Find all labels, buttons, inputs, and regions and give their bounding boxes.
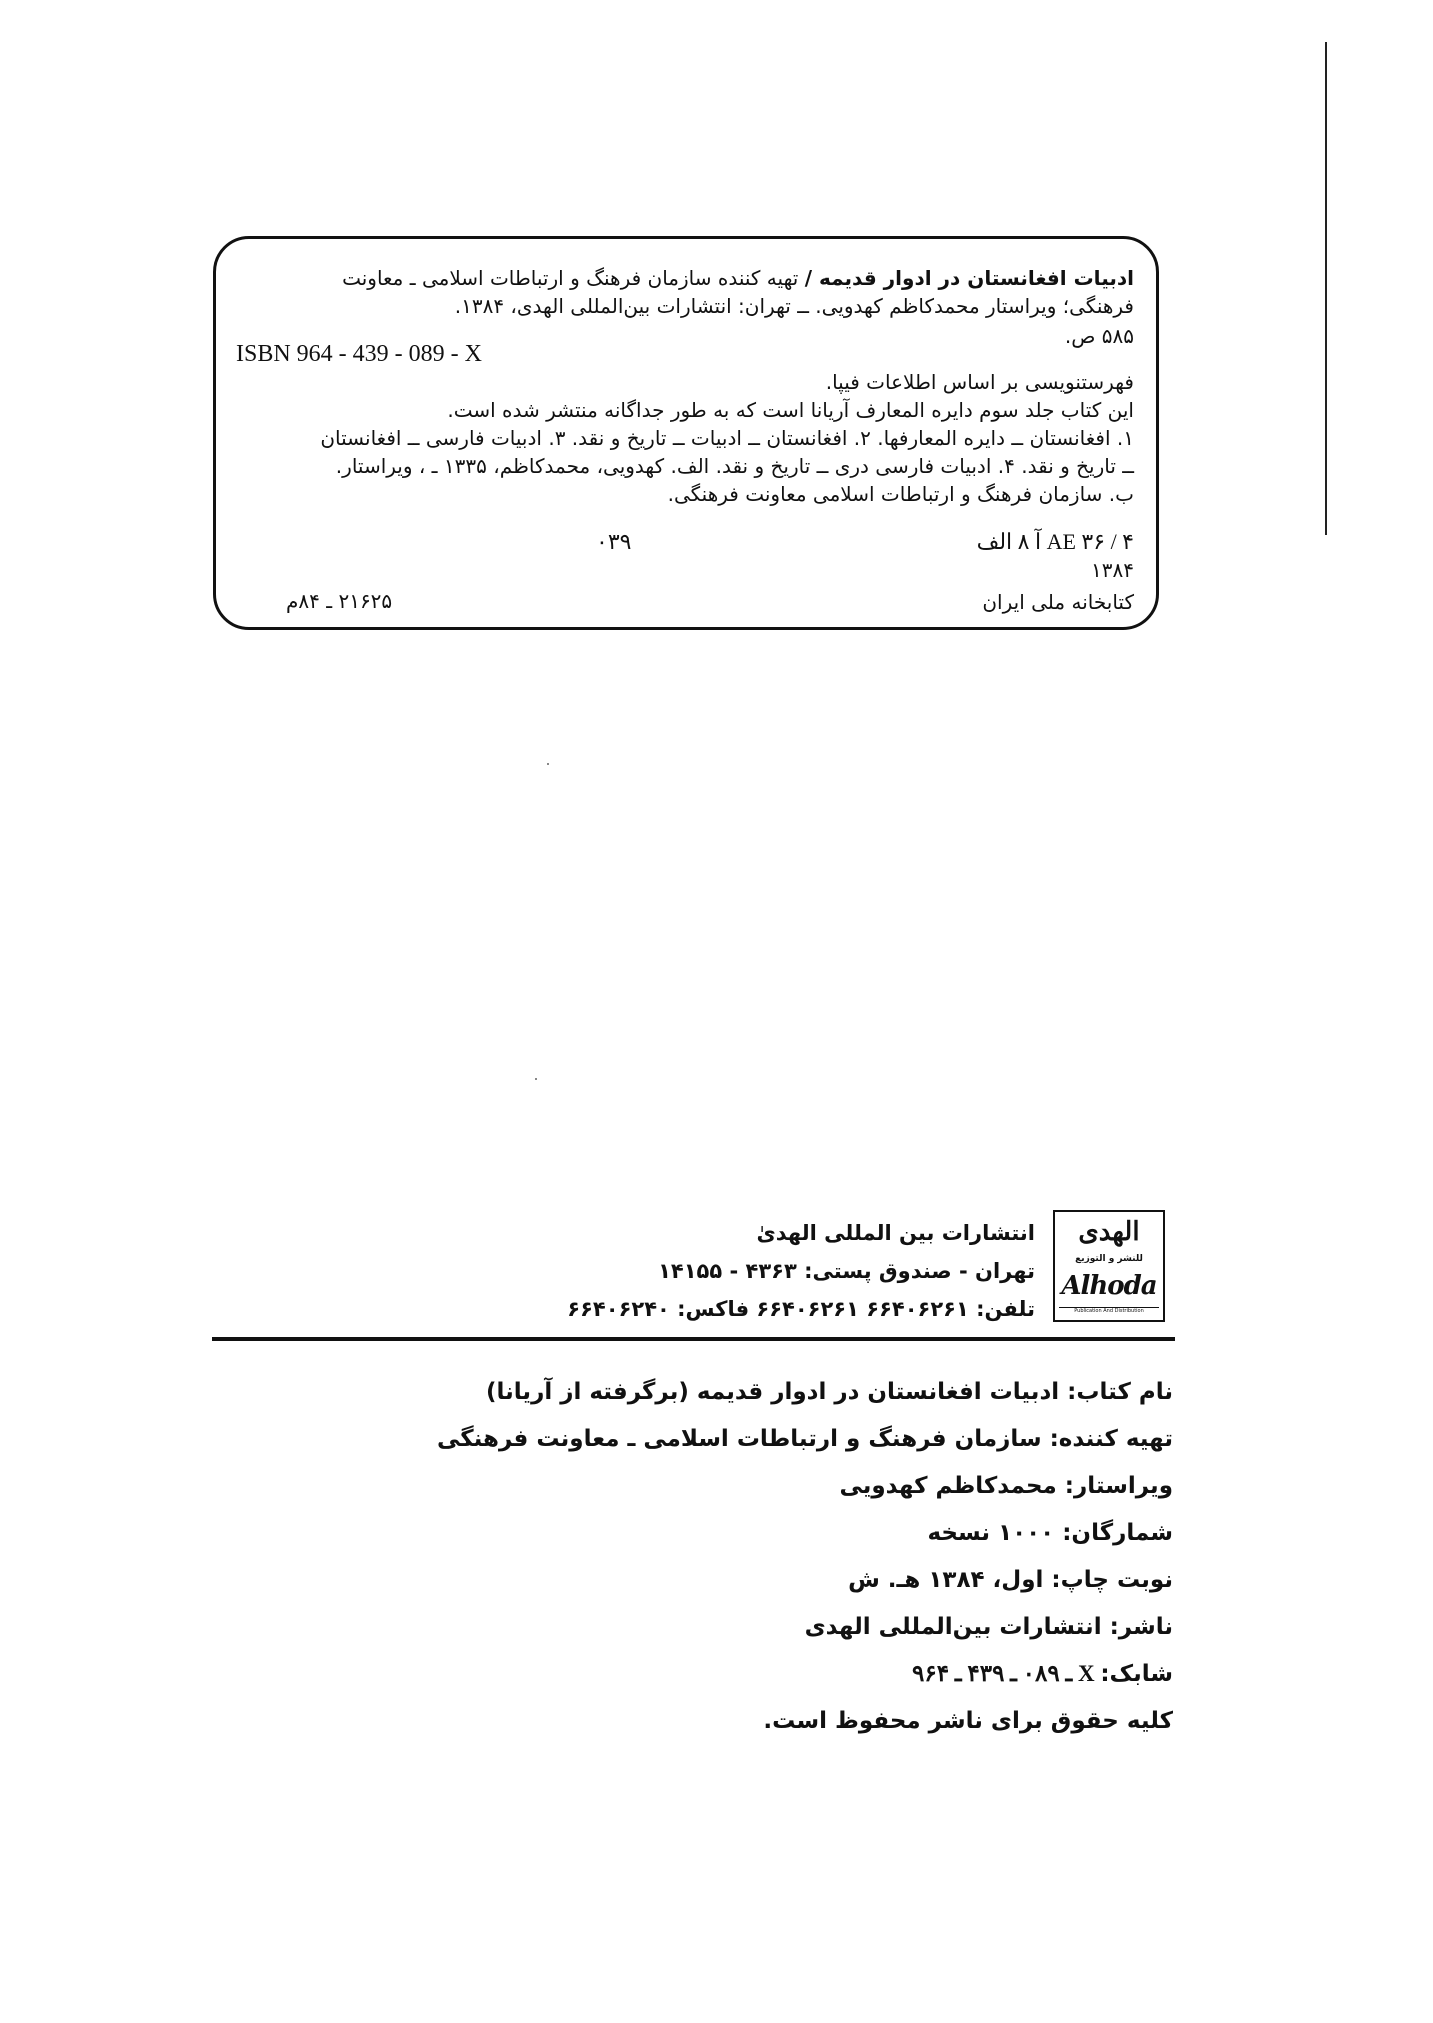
- publisher-phone: تلفن: ۶۶۴۰۶۲۶۱ ۶۶۴۰۶۲۶۱ فاکس: ۶۶۴۰۶۲۴۰: [567, 1297, 1035, 1321]
- cip-isbn: ISBN 964 - 439 - 089 - X: [236, 341, 482, 367]
- cip-lc-classification: AE ۳۶ / ۴ آ ۸ الف: [976, 529, 1134, 554]
- imprint-label: ناشر:: [1109, 1614, 1173, 1640]
- imprint-value: سازمان فرهنگ و ارتباطات اسلامی ـ معاونت فرهنگی: [436, 1426, 1050, 1452]
- cataloging-in-publication-box: [213, 236, 1159, 630]
- logo-subtitle: للنشر و التوزيع: [1075, 1254, 1143, 1265]
- imprint-value: ادبیات افغانستان در ادوار قدیمه (برگرفته از آریانا): [486, 1379, 1068, 1405]
- cip-subjects-2: ــ تاریخ و نقد. ۴. ادبیات فارسی دری ــ تاریخ و نقد. الف. کهدویی، محمدکاظم، ۱۳۳۵ ـ ، ویراستار.: [335, 454, 1134, 478]
- publisher-name: انتشارات بین المللی الهدیٰ: [756, 1221, 1035, 1245]
- logo-arabic-text: الهدی: [1078, 1217, 1140, 1247]
- cip-editor-line: فرهنگی؛ ویراستار محمدکاظم کهدویی. ــ تهران: انتشارات بین‌المللی الهدی، ۱۳۸۴.: [454, 294, 1134, 318]
- cip-subjects-3: ب. سازمان فرهنگ و ارتباطات اسلامی معاونت فرهنگی.: [667, 482, 1134, 506]
- imprint-label: شابک:: [1100, 1661, 1173, 1687]
- section-divider: [212, 1337, 1175, 1341]
- imprint-label: ویراستار:: [1064, 1473, 1173, 1499]
- imprint-book-title: [437, 1372, 1173, 1419]
- cip-year: ۱۳۸۴: [1091, 558, 1134, 582]
- imprint-publisher: [437, 1607, 1173, 1654]
- scan-speck: [535, 1078, 537, 1080]
- imprint-edition: [437, 1560, 1173, 1607]
- logo-footer: Publication And Distribution: [1059, 1307, 1159, 1314]
- imprint-label: نام کتاب:: [1067, 1379, 1173, 1405]
- imprint-value: انتشارات بین‌المللی الهدی: [804, 1614, 1110, 1640]
- publisher-logo: [1053, 1210, 1165, 1322]
- cip-title: ادبیات افغانستان در ادوار قدیمه /: [804, 266, 1134, 290]
- imprint-editor: [437, 1466, 1173, 1513]
- cip-subjects-1: ۱. افغانستان ــ دایره المعارفها. ۲. افغانستان ــ ادبیات ــ تاریخ و نقد. ۳. ادبیات فارسی ــ افغانستان: [320, 426, 1134, 450]
- cip-note-fipa: فهرستنویسی بر اساس اطلاعات فیپا.: [825, 370, 1134, 394]
- cip-library: کتابخانه ملی ایران: [982, 590, 1134, 614]
- imprint-label: شمارگان:: [1062, 1520, 1173, 1546]
- cip-pages: ۵۸۵ ص.: [1064, 324, 1134, 348]
- scan-speck: [547, 763, 549, 765]
- imprint-label: تهیه کننده:: [1049, 1426, 1173, 1452]
- logo-latin-text: Alhoda: [1061, 1270, 1157, 1301]
- cip-ddc-classification: ۰۳۹: [596, 529, 632, 554]
- cip-note-volume: این کتاب جلد سوم دایره المعارف آریانا است که به طور جداگانه منتشر شده است.: [447, 398, 1134, 422]
- publisher-contact: [567, 1214, 1035, 1328]
- page-edge-line: [1325, 42, 1327, 535]
- imprint-details: [437, 1372, 1173, 1748]
- imprint-value: اول، ۱۳۸۴ هـ. ش: [848, 1567, 1052, 1593]
- imprint-value: ۱۰۰۰ نسخه: [927, 1520, 1063, 1546]
- cip-title-line: [342, 265, 1134, 291]
- publisher-info: [567, 1210, 1165, 1330]
- imprint-print-run: [437, 1513, 1173, 1560]
- imprint-label: نوبت چاپ:: [1051, 1567, 1173, 1593]
- imprint-value: محمدکاظم کهدویی: [839, 1473, 1065, 1499]
- imprint-isbn: [437, 1654, 1173, 1701]
- cip-record-number: ۲۱۶۲۵ ـ ۸۴م: [286, 589, 393, 613]
- imprint-value: X ـ ۰۸۹ ـ ۴۳۹ ـ ۹۶۴: [912, 1661, 1101, 1686]
- imprint-copyright: [437, 1701, 1173, 1748]
- publisher-address: تهران - صندوق پستی: ۴۳۶۳ - ۱۴۱۵۵: [658, 1259, 1035, 1283]
- imprint-preparer: [437, 1419, 1173, 1466]
- cip-author: تهیه کننده سازمان فرهنگ و ارتباطات اسلامی ـ معاونت: [342, 266, 805, 290]
- copyright-notice: کلیه حقوق برای ناشر محفوظ است.: [763, 1708, 1173, 1734]
